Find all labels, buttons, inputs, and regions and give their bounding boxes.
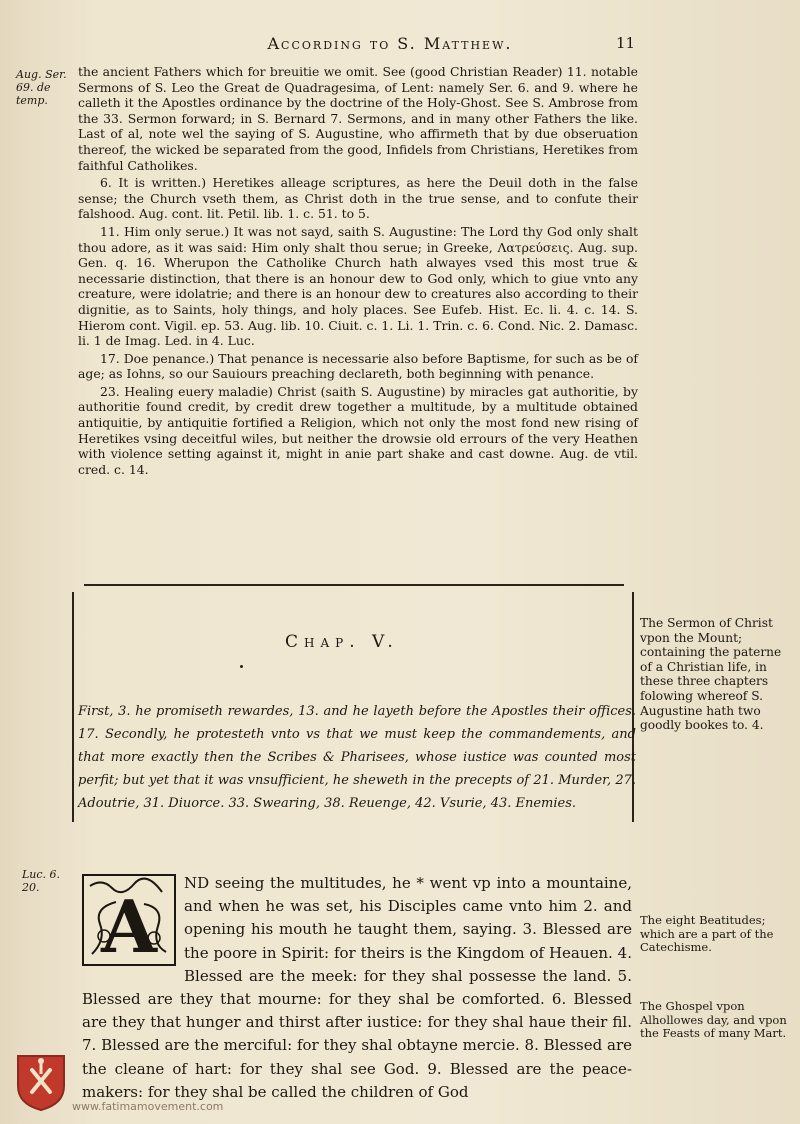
margin-note-chapter-ref: Luc. 6. 20.: [22, 868, 61, 894]
annotation-paragraph: 6. It is written.) Heretikes alleage scriptures, as here the Deuil doth in the false sense; the Church vseth them, as Christ doth in the true sense, and to confute their falshood. Aug. cont. lit. Petil. lib. 1. c. 51. to 5.: [78, 175, 638, 222]
annotation-paragraph: the ancient Fathers which for breuitie we omit. See (good Christian Reader) 11. notable Sermons of S. Leo the Great de Quadragesima, of Lent: namely Ser. 6. and 9. where he calleth it the Apostles ordinance by the doctrine of the Holy-Ghost. See S. Ambrose from the 33. Sermon forward; in S. Bernard 7. Sermons, and in many other Fathers the like. Last of al, note wel the saying of S. Augustine, who affirmeth that by due obseruation thereof, the wicked be separated from the good, Infidels from Christians, Heretikes from faithful Catholikes.: [78, 64, 638, 173]
annotation-paragraph: 11. Him only serue.) It was not sayd, saith S. Augustine: The Lord thy God only shalt thou adore, as it was said: Him only shalt thou serue; in Greeke, Λατρεύσεις. Aug. sup. Gen. q. 16. Wherupon the Catholike Church hath alwayes vsed this most true & necessarie distinction, that there is an honour dew to God only, which to giue vnto any creature, were idolatrie; and there is an honour dew to creatures also according to their dignitie, as to Saints, holy things, and holy places. See Eufeb. Hist. Ec. li. 4. c. 14. S. Hierom cont. Vigil. ep. 53. Aug. lib. 10. Ciuit. c. 1. Li. 1. Trin. c. 6. Cond. Nic. 2. Damasc. li. 1 de Imag. Led. in 4. Luc.: [78, 223, 638, 349]
dropcap-letter: A: [101, 884, 157, 966]
annotation-paragraph: 17. Doe penance.) That penance is necessarie also before Baptisme, for such as be of age; as Iohns, so our Sauiours preaching declareth, both beginning with penance.: [78, 350, 638, 382]
section-rule: [84, 584, 624, 586]
scripture-text: [82, 872, 632, 1104]
verse-text: ND seeing the multitudes, he * went vp into a mountaine, and when he was set, his Disciples came vnto him 2. and opening his mouth he taught them, saying. 3. Blessed are the poore in Spirit: for theirs is the Kingdom of Heauen. 4. Blessed are the meek: for they shal possesse the land. 5. Blessed are they that mourne: for they shal be comforted. 6. Blessed are they that hunger and thirst after iustice: for they shal haue their fil. 7. Blessed are the merciful: for they shal obtayne mercie. 8. Blessed are the cleane of hart: for they shal see God. 9. Blessed are the peace-makers: for they shal be called the children of God: [82, 874, 632, 1101]
publisher-logo: [14, 1052, 68, 1112]
annotation-paragraph: 23. Healing euery maladie) Christ (saith S. Augustine) by miracles gat authoritie, by authoritie found credit, by credit drew together a multitude, by a multitude obtained antiquitie, by antiquitie fortified a Religion, which not only the most fond new rising of Heretikes vsing deceitful wiles, but neither the drowsie old errours of the very Heathen with violence setting against it, might in anie part shake and cast downe. Aug. de vtil. cred. c. 14.: [78, 383, 638, 477]
ornamental-dropcap: [82, 874, 176, 966]
page-number: 11: [616, 34, 636, 52]
printer-mark: [240, 665, 243, 668]
sidebar-note-sermon: The Sermon of Christ vpon the Mount; containing the paterne of a Christian life, in these three chapters folowing whereof S. Augustine hath two goodly bookes to. 4.: [640, 616, 782, 733]
margin-note-top: Aug. Ser. 69. de temp.: [16, 68, 67, 107]
sidebar-note-gospel: The Ghospel vpon Alhollowes day, and vpon the Feasts of many Mart.: [640, 999, 787, 1041]
running-title: According to S. Matthew.: [267, 34, 513, 53]
chapter-summary: First, 3. he promiseth rewardes, 13. and he layeth before the Apostles their offices. 17. Secondly, he protesteth vnto vs that we must keep the commandements, and that more exactly then the Scribes & Pharisees, whose iustice was counted most perfit; but yet that it was vnsufficient, he sheweth in the precepts of 21. Murder, 27. Adoutrie, 31. Diuorce. 33. Swearing, 38. Reuenge, 42. Vsurie, 43. Enemies.: [78, 704, 636, 811]
annotations-block: [78, 64, 638, 479]
footer-url[interactable]: www.fatimamovement.com: [72, 1100, 224, 1113]
vertical-rule: [72, 592, 74, 822]
sidebar-note-beatitudes: The eight Beatitudes; which are a part of the Catechisme.: [640, 913, 774, 955]
chapter-title: Chap. V.: [285, 632, 399, 652]
